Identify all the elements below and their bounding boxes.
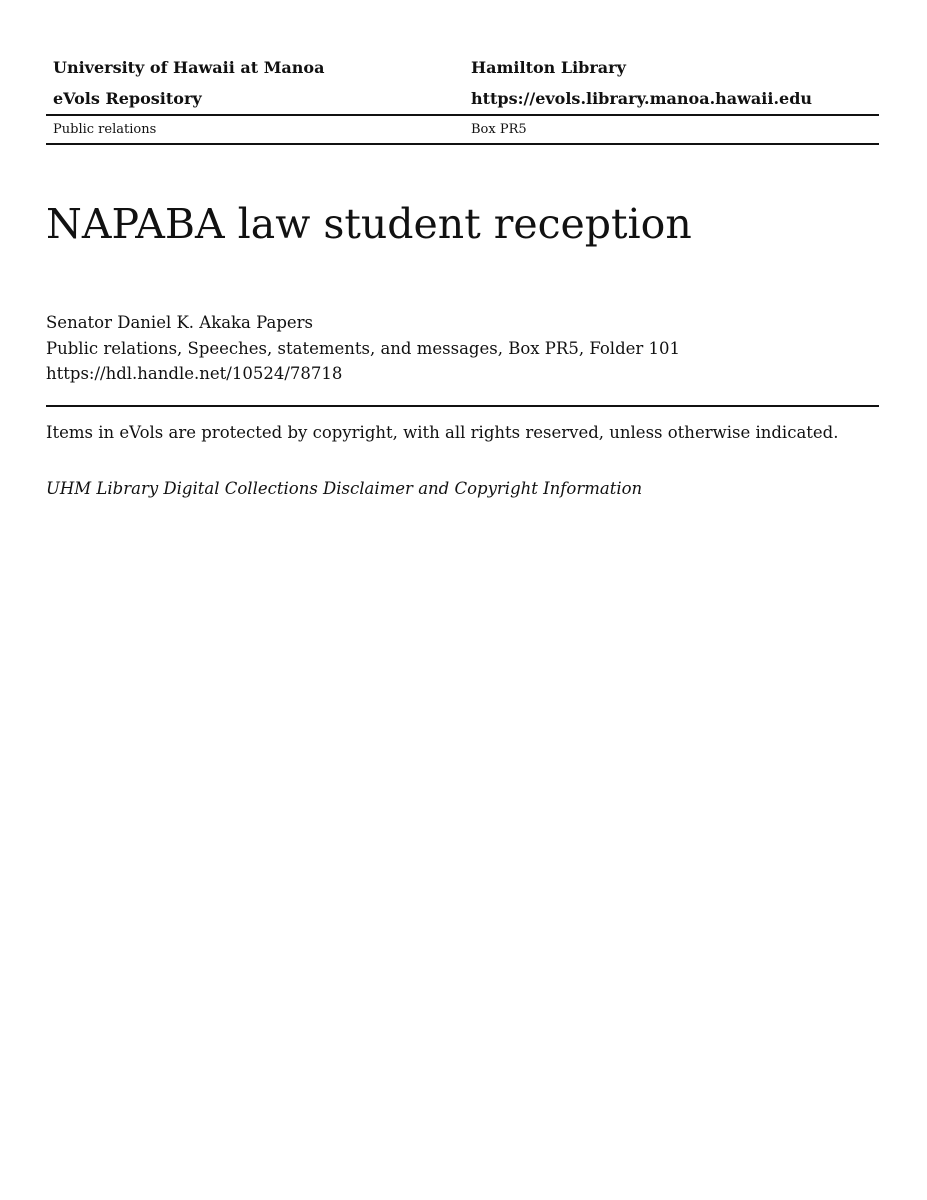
document-page bbox=[46, 0, 879, 501]
handle-link[interactable]: https://hdl.handle.net/10524/78718 bbox=[46, 364, 343, 383]
institution-name: University of Hawaii at Manoa bbox=[53, 58, 325, 77]
series-label: Public relations bbox=[53, 122, 157, 137]
header-row-2 bbox=[46, 83, 879, 114]
library-name: Hamilton Library bbox=[471, 58, 626, 77]
divider bbox=[46, 405, 879, 407]
header-row-1 bbox=[46, 52, 879, 83]
citation-block bbox=[46, 310, 879, 387]
folder-location: Public relations, Speeches, statements, and messages, Box PR5, Folder 101 bbox=[46, 338, 681, 358]
box-label: Box PR5 bbox=[471, 122, 527, 137]
repository-name: eVols Repository bbox=[53, 89, 202, 108]
header-table bbox=[46, 52, 879, 145]
header-row-3 bbox=[46, 114, 879, 145]
page-title: NAPABA law student reception bbox=[46, 200, 692, 248]
repository-url[interactable]: https://evols.library.manoa.hawaii.edu bbox=[471, 89, 813, 108]
disclaimer-link[interactable]: UHM Library Digital Collections Disclaimer and Copyright Information bbox=[46, 478, 643, 498]
rights-statement: Items in eVols are protected by copyright, with all rights reserved, unless otherwise indicated. bbox=[46, 422, 839, 442]
collection-name: Senator Daniel K. Akaka Papers bbox=[46, 313, 314, 332]
